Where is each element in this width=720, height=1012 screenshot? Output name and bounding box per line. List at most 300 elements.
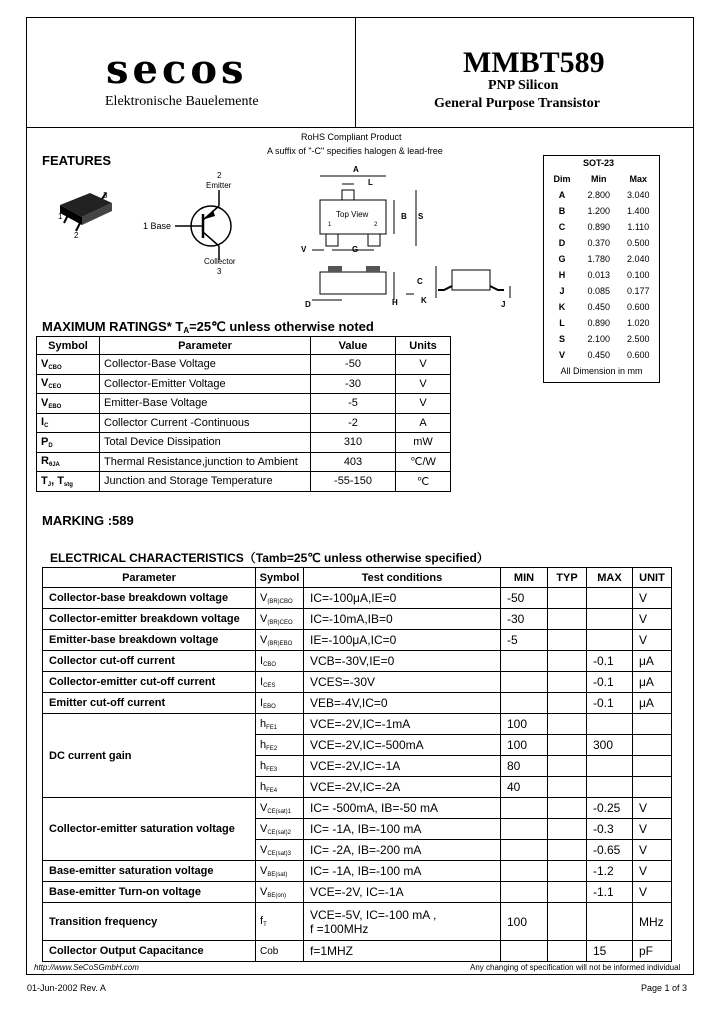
sot23-header: Max [629, 174, 647, 184]
pkg-pin3-num: 3 [103, 191, 108, 200]
max-ratings-row [37, 472, 451, 492]
elec-max [587, 714, 633, 735]
sym: V [41, 396, 49, 409]
elec-unit: V [633, 609, 672, 630]
max-param: Collector Current -Continuous [100, 413, 311, 433]
elec-typ [548, 735, 587, 756]
elec-row [43, 588, 672, 609]
pin3-label: Collector [204, 257, 236, 266]
max-unit: V [396, 394, 451, 414]
sot23-row [545, 235, 658, 251]
elec-condition [304, 756, 501, 777]
sot23-cell: 1.780 [587, 254, 611, 264]
max-ratings-row [37, 374, 451, 394]
rohs-line2: A suffix of "-C" specifies halogen & lead-free [267, 146, 443, 156]
elec-param: Collector Output Capacitance [43, 941, 256, 962]
max-header: Value [311, 337, 396, 355]
max-value: -2 [311, 413, 396, 433]
elec-max [587, 777, 633, 798]
max-param: Emitter-Base Voltage [100, 394, 311, 414]
elec-table [42, 567, 672, 962]
package-dimension-drawing [298, 162, 530, 317]
sot23-cell: 0.013 [587, 270, 611, 280]
elec-symbol [256, 630, 304, 651]
max-symbol [37, 374, 100, 394]
elec-min [501, 861, 548, 882]
dim-label-V: V [301, 245, 307, 254]
elec-unit [633, 756, 672, 777]
sym-sub: FE4 [266, 787, 278, 794]
footer-page: Page 1 of 3 [641, 983, 688, 993]
elec-max: -0.1 [587, 693, 633, 714]
dim-label-G: G [352, 245, 359, 254]
max-value: 403 [311, 452, 396, 472]
company-logo [106, 46, 248, 93]
sym: P [41, 435, 49, 448]
max-value: -30 [311, 374, 396, 394]
max-ratings-title-sub: A [183, 326, 190, 335]
elec-min: -5 [501, 630, 548, 651]
elec-row [43, 941, 672, 962]
dim-label-J: J [501, 300, 506, 309]
elec-typ [548, 672, 587, 693]
max-ratings-row [37, 355, 451, 375]
dim-label-D: D [305, 300, 311, 309]
pin2-label: Emitter [206, 181, 232, 190]
elec-unit: V [633, 840, 672, 861]
sym-sub: J [47, 481, 52, 488]
elec-min: 100 [501, 714, 548, 735]
sym-sub: BE(sat) [267, 871, 288, 878]
rohs-line1: RoHS Compliant Product [301, 132, 402, 142]
elec-typ [548, 630, 587, 651]
elec-max [587, 903, 633, 941]
elec-condition [304, 777, 501, 798]
sym: I [41, 416, 45, 429]
sot23-cell: S [558, 334, 565, 344]
sot23-cell: D [558, 238, 566, 248]
max-value: -55-150 [311, 472, 396, 492]
elec-unit: V [633, 798, 672, 819]
elec-min: -30 [501, 609, 548, 630]
elec-typ [548, 840, 587, 861]
top-view-label: Top View [336, 210, 369, 219]
dim-label-S: S [418, 212, 424, 221]
max-unit: V [396, 374, 451, 394]
elec-unit: V [633, 861, 672, 882]
cond-line: VCE=-2V,IC=-500mA [310, 738, 424, 752]
elec-condition [304, 735, 501, 756]
sot23-cell: 0.085 [587, 286, 611, 296]
elec-condition [304, 588, 501, 609]
sot23-row [545, 219, 658, 235]
sot23-cell: 0.500 [626, 238, 650, 248]
sym-sub: CE(sat)1 [267, 808, 292, 815]
elec-symbol [256, 861, 304, 882]
elec-condition [304, 609, 501, 630]
sot23-cell: C [558, 222, 566, 232]
sot23-cell: G [558, 254, 566, 264]
elec-condition [304, 941, 501, 962]
sym-sub: FE1 [266, 724, 278, 731]
sym2-sub: stg [63, 481, 73, 488]
max-value: 310 [311, 433, 396, 453]
max-header: Symbol [37, 337, 100, 355]
footer-url: http://www.SeCoSGmbH.com [34, 963, 139, 972]
elec-unit [633, 714, 672, 735]
elec-min [501, 882, 548, 903]
elec-param: Emitter cut-off current [43, 693, 256, 714]
elec-max: 15 [587, 941, 633, 962]
elec-min [501, 651, 548, 672]
elec-param: Collector-emitter breakdown voltage [43, 609, 256, 630]
max-unit: ℃/W [396, 452, 451, 472]
elec-max: -0.25 [587, 798, 633, 819]
dim-label-L: L [368, 178, 373, 187]
elec-min: 80 [501, 756, 548, 777]
sym-sub: EBO [48, 403, 62, 410]
description-line2: General Purpose Transistor [434, 96, 600, 111]
sym-sub: CE(sat)2 [267, 829, 292, 836]
sym: V [260, 864, 268, 877]
drawing-pin1: 1 [328, 222, 332, 228]
elec-condition [304, 651, 501, 672]
elec-symbol [256, 735, 304, 756]
header-divider [26, 127, 694, 128]
elec-max [587, 756, 633, 777]
footer-notice: Any changing of specification will not be informed individual [470, 963, 681, 972]
sot23-row [545, 251, 658, 267]
pkg-pin1-num: 1 [58, 212, 63, 221]
sym-sub: CBO [263, 661, 277, 668]
elec-min [501, 941, 548, 962]
sym: Cob [260, 946, 279, 957]
cond-line: IC=-10mA,IB=0 [310, 612, 393, 626]
sot23-cell: B [558, 206, 566, 216]
sym-sub: (BR)CEO [267, 619, 293, 626]
description-line1: PNP Silicon [488, 78, 559, 93]
elec-max: -0.1 [587, 651, 633, 672]
elec-header: Parameter [43, 568, 256, 588]
elec-condition [304, 903, 501, 941]
sym-sub: EBO [263, 703, 276, 710]
elec-body [43, 588, 672, 962]
footer-date: 01-Jun-2002 Rev. A [27, 983, 106, 993]
elec-typ [548, 903, 587, 941]
cond-line: IE=-100μA,IC=0 [310, 633, 397, 647]
elec-symbol [256, 714, 304, 735]
sot23-footer-row [545, 363, 658, 379]
sym: V [260, 885, 268, 898]
elec-min [501, 840, 548, 861]
sym2: , T [51, 474, 64, 487]
elec-condition [304, 861, 501, 882]
sym: V [260, 633, 268, 646]
sym: I [260, 654, 264, 667]
max-symbol [37, 394, 100, 414]
elec-unit: μA [633, 651, 672, 672]
sot23-header: Min [591, 174, 607, 184]
elec-typ [548, 588, 587, 609]
sym-sub: T [263, 922, 267, 928]
max-ratings-row [37, 394, 451, 414]
sot23-cell: 0.890 [587, 222, 611, 232]
max-value: -5 [311, 394, 396, 414]
sot23-cell: 0.450 [587, 350, 611, 360]
features-title: FEATURES [42, 153, 112, 168]
sot23-cell: 1.200 [587, 206, 611, 216]
elec-header: MIN [501, 568, 548, 588]
elec-typ [548, 693, 587, 714]
elec-condition [304, 798, 501, 819]
max-unit: ℃ [396, 472, 451, 492]
cond-line: f=1MHZ [310, 944, 354, 958]
max-unit: mW [396, 433, 451, 453]
sot23-row [545, 283, 658, 299]
elec-symbol [256, 798, 304, 819]
elec-symbol [256, 609, 304, 630]
sym-sub: C [44, 423, 49, 430]
elec-header-row [43, 568, 672, 588]
max-param: Collector-Emitter Voltage [100, 374, 311, 394]
elec-unit [633, 735, 672, 756]
elec-max: 300 [587, 735, 633, 756]
sym-sub: D [48, 442, 53, 449]
elec-max: -1.1 [587, 882, 633, 903]
elec-typ [548, 941, 587, 962]
elec-symbol [256, 882, 304, 903]
sot23-row [545, 347, 658, 363]
elec-typ [548, 714, 587, 735]
sot23-row [545, 187, 658, 203]
max-unit: V [396, 355, 451, 375]
sym: V [260, 612, 268, 625]
elec-row [43, 672, 672, 693]
cond-line: VCE=-2V,IC=-1mA [310, 717, 411, 731]
sot23-cell: K [558, 302, 566, 312]
sym: I [260, 675, 264, 688]
elec-header: Symbol [256, 568, 304, 588]
max-param: Total Device Dissipation [100, 433, 311, 453]
elec-unit: V [633, 630, 672, 651]
logo-text: secos [106, 46, 248, 93]
cond-line: IC= -500mA, IB=-50 mA [310, 801, 439, 815]
sym-sub: CEO [48, 384, 62, 391]
elec-symbol [256, 840, 304, 861]
sot23-cell: H [558, 270, 566, 280]
elec-unit: MHz [633, 903, 672, 941]
elec-symbol [256, 651, 304, 672]
elec-min [501, 672, 548, 693]
max-symbol [37, 413, 100, 433]
elec-condition [304, 882, 501, 903]
sot23-cell: 2.800 [587, 190, 611, 200]
elec-header: UNIT [633, 568, 672, 588]
elec-row [43, 903, 672, 941]
elec-typ [548, 798, 587, 819]
sot23-cell: A [558, 190, 566, 200]
sym: R [41, 455, 49, 468]
max-ratings-row [37, 413, 451, 433]
max-param: Collector-Base Voltage [100, 355, 311, 375]
elec-row [43, 861, 672, 882]
elec-unit [633, 777, 672, 798]
elec-param: Collector cut-off current [43, 651, 256, 672]
sot23-row [545, 315, 658, 331]
max-ratings-header-row [37, 337, 451, 355]
elec-typ [548, 777, 587, 798]
elec-param: Collector-base breakdown voltage [43, 588, 256, 609]
elec-title: ELECTRICAL CHARACTERISTICS（Tamb=25℃ unless otherwise specified） [50, 551, 489, 565]
transistor-symbol-icon [175, 190, 245, 260]
sym-sub: CES [263, 682, 276, 689]
elec-row [43, 630, 672, 651]
elec-unit: μA [633, 693, 672, 714]
cond-line: VEB=-4V,IC=0 [310, 696, 388, 710]
elec-unit: μA [633, 672, 672, 693]
sot23-row [545, 299, 658, 315]
dim-label-C: C [417, 277, 423, 286]
elec-row [43, 714, 672, 735]
elec-row [43, 609, 672, 630]
drawing-pin2: 2 [374, 222, 378, 228]
pin1-label: 1 Base [143, 221, 172, 231]
max-ratings-row [37, 452, 451, 472]
sym-sub: (BR)CBO [267, 598, 293, 605]
elec-symbol [256, 588, 304, 609]
cond-line: IC= -1A, IB=-100 mA [310, 864, 422, 878]
elec-param: Collector-emitter cut-off current [43, 672, 256, 693]
max-ratings-row [37, 433, 451, 453]
max-symbol [37, 355, 100, 375]
elec-symbol [256, 777, 304, 798]
cond-line: IC= -1A, IB=-100 mA [310, 822, 422, 836]
company-subtitle: Elektronische Bauelemente [105, 94, 259, 109]
cond-line: VCE=-2V,IC=-2A [310, 780, 401, 794]
sot23-cell: 0.177 [626, 286, 650, 296]
sym: T [41, 474, 48, 487]
sot23-cell: 2.500 [626, 334, 650, 344]
elec-condition [304, 819, 501, 840]
sot23-cell: 3.040 [626, 190, 650, 200]
sot23-cell: 0.100 [626, 270, 650, 280]
sot23-cell: 0.450 [587, 302, 611, 312]
max-param: Junction and Storage Temperature [100, 472, 311, 492]
sym: V [41, 357, 49, 370]
sym-sub: BE(on) [267, 892, 287, 899]
max-symbol [37, 452, 100, 472]
sot23-cell: 1.110 [627, 222, 650, 232]
sym: V [260, 801, 268, 814]
sym: h [260, 717, 267, 730]
elec-typ [548, 819, 587, 840]
sot23-row [545, 203, 658, 219]
elec-max: -0.3 [587, 819, 633, 840]
elec-min [501, 693, 548, 714]
max-ratings-title-suffix: =25℃ unless otherwise noted [189, 319, 374, 334]
cond-line: IC=-100μA,IE=0 [310, 591, 397, 605]
cond-line: VCB=-30V,IE=0 [310, 654, 395, 668]
elec-min [501, 819, 548, 840]
elec-condition [304, 672, 501, 693]
elec-header: MAX [587, 568, 633, 588]
sot23-cell: J [559, 286, 565, 296]
sot23-cell: 1.400 [626, 206, 650, 216]
sym-sub: θJA [48, 462, 60, 469]
elec-param: Emitter-base breakdown voltage [43, 630, 256, 651]
dim-label-A: A [353, 165, 359, 174]
elec-min: 100 [501, 735, 548, 756]
elec-symbol [256, 819, 304, 840]
sym: V [260, 843, 268, 856]
elec-typ [548, 756, 587, 777]
cond-line: VCES=-30V [310, 675, 376, 689]
sot23-cell: 0.600 [626, 302, 650, 312]
sot23-cell: 0.370 [587, 238, 611, 248]
elec-symbol [256, 941, 304, 962]
sot23-cell: 1.020 [626, 318, 650, 328]
max-param: Thermal Resistance,junction to Ambient [100, 452, 311, 472]
max-symbol [37, 472, 100, 492]
sym: h [260, 780, 267, 793]
max-header: Units [396, 337, 451, 355]
max-header: Parameter [100, 337, 311, 355]
sym-sub: FE3 [266, 766, 278, 773]
cond-line: VCE=-2V, IC=-1A [310, 885, 404, 899]
sym: h [260, 759, 267, 772]
sot23-cell: L [559, 318, 565, 328]
elec-condition [304, 693, 501, 714]
sot23-cell: 0.890 [587, 318, 611, 328]
max-value: -50 [311, 355, 396, 375]
elec-min: 40 [501, 777, 548, 798]
elec-row [43, 651, 672, 672]
elec-header: TYP [548, 568, 587, 588]
sot23-row [545, 331, 658, 347]
elec-header: Test conditions [304, 568, 501, 588]
sot23-title: SOT-23 [583, 158, 615, 168]
sym: h [260, 738, 267, 751]
max-ratings-title [42, 319, 374, 335]
sot23-cell: 2.100 [587, 334, 611, 344]
cond-line: VCE=-2V,IC=-1A [310, 759, 401, 773]
elec-unit: V [633, 819, 672, 840]
elec-symbol [256, 903, 304, 941]
cond-line: IC= -2A, IB=-200 mA [310, 843, 422, 857]
sym-sub: (BR)EBO [267, 640, 293, 647]
sot23-header-row [545, 171, 658, 187]
sot23-footer: All Dimension in mm [560, 366, 643, 376]
elec-unit: V [633, 882, 672, 903]
elec-max: -1.2 [587, 861, 633, 882]
sym-sub: CBO [48, 364, 62, 371]
elec-param: Base-emitter Turn-on voltage [43, 882, 256, 903]
elec-row [43, 693, 672, 714]
max-unit: A [396, 413, 451, 433]
pin3-num: 3 [217, 267, 222, 276]
elec-max: -0.1 [587, 672, 633, 693]
elec-row [43, 882, 672, 903]
pin2-num: 2 [217, 171, 222, 180]
elec-condition [304, 840, 501, 861]
sym: V [260, 822, 268, 835]
dim-label-B: B [401, 212, 407, 221]
elec-max: -0.65 [587, 840, 633, 861]
elec-condition [304, 630, 501, 651]
sot23-row [545, 267, 658, 283]
dim-label-H: H [392, 298, 398, 307]
sot23-table [545, 171, 658, 379]
